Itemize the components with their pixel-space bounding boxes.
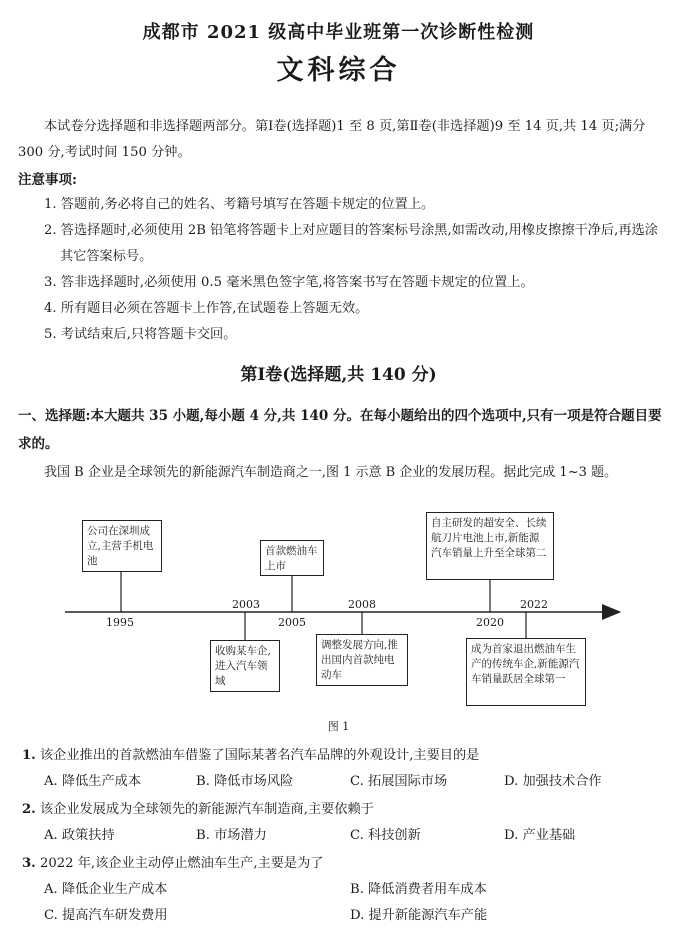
q1-option-b[interactable]: B. 降低市场风险 — [196, 774, 294, 789]
subject-title: 文科综合 — [276, 55, 401, 86]
question-number: 1. — [22, 748, 36, 763]
notice-heading: 注意事项: — [18, 172, 77, 188]
question-number: 3. — [22, 856, 36, 871]
q3-option-c[interactable]: C. 提高汽车研发费用 — [44, 908, 168, 923]
event-box-2008: 调整发展方向,推出国内首款纯电动车 — [316, 634, 408, 686]
year-label-2008: 2008 — [348, 598, 376, 611]
question-1-stem — [22, 744, 479, 763]
exam-title: 成都市 2021 级高中毕业班第一次诊断性检测 — [142, 22, 535, 43]
event-box-2020: 自主研发的超安全、长续航刀片电池上市,新能源汽车销量上升至全球第二 — [426, 512, 554, 580]
event-box-2022: 成为首家退出燃油车生产的传统车企,新能源汽车销量跃居全球第一 — [466, 638, 586, 706]
question-2-stem — [22, 798, 374, 817]
notice-item-5: 5. 考试结束后,只将答题卡交回。 — [44, 327, 237, 342]
question-text: 该企业推出的首款燃油车借鉴了国际某著名汽车品牌的外观设计,主要目的是 — [39, 748, 480, 763]
year-label-2003: 2003 — [232, 598, 260, 611]
notice-item-3: 3. 答非选择题时,必须使用 0.5 毫米黑色签字笔,将答案书写在答题卡规定的位置上。 — [44, 275, 534, 290]
q2-option-c[interactable]: C. 科技创新 — [350, 828, 421, 843]
exam-intro: 本试卷分选择题和非选择题两部分。第Ⅰ卷(选择题)1 至 8 页,第Ⅱ卷(非选择题)9 至 14 页,共 14 页;满分 300 分,考试时间 150 分钟。 — [18, 119, 646, 160]
figure-caption: 图 1 — [327, 720, 350, 733]
question-material: 我国 B 企业是全球领先的新能源汽车制造商之一,图 1 示意 B 企业的发展历程。据此完成 1~3 题。 — [44, 465, 618, 480]
q1-option-d[interactable]: D. 加强技术合作 — [504, 774, 602, 789]
year-label-2020: 2020 — [476, 616, 504, 629]
q2-option-d[interactable]: D. 产业基础 — [504, 828, 576, 843]
q1-option-c[interactable]: C. 拓展国际市场 — [350, 774, 448, 789]
year-label-2005: 2005 — [278, 616, 306, 629]
question-3-stem — [22, 852, 324, 871]
section-instruction: 一、选择题:本大题共 35 小题,每小题 4 分,共 140 分。在每小题给出的四个选项中,只有一项是符合题目要求的。 — [18, 408, 662, 452]
year-label-1995: 1995 — [106, 616, 134, 629]
event-box-2003: 收购某车企,进入汽车领域 — [210, 640, 280, 692]
q2-option-a[interactable]: A. 政策扶持 — [44, 828, 115, 843]
q3-option-b[interactable]: B. 降低消费者用车成本 — [350, 882, 487, 897]
question-text: 2022 年,该企业主动停止燃油车生产,主要是为了 — [39, 856, 324, 871]
q2-option-b[interactable]: B. 市场潜力 — [196, 828, 267, 843]
q1-option-a[interactable]: A. 降低生产成本 — [44, 774, 142, 789]
notice-item-2: 2. 答选择题时,必须使用 2B 铅笔将答题卡上对应题目的答案标号涂黑,如需改动,用橡皮擦擦干净后,再选涂其它答案标号。 — [44, 223, 658, 264]
question-number: 2. — [22, 802, 36, 817]
year-label-2022: 2022 — [520, 598, 548, 611]
event-box-1995: 公司在深圳成立,主营手机电池 — [82, 520, 162, 572]
notice-item-4: 4. 所有题目必须在答题卡上作答,在试题卷上答题无效。 — [44, 301, 369, 316]
question-text: 该企业发展成为全球领先的新能源汽车制造商,主要依赖于 — [39, 802, 374, 817]
q3-option-a[interactable]: A. 降低企业生产成本 — [44, 882, 168, 897]
notice-item-1: 1. 答题前,务必将自己的姓名、考籍号填写在答题卡规定的位置上。 — [44, 197, 435, 212]
q3-option-d[interactable]: D. 提升新能源汽车产能 — [350, 908, 488, 923]
event-box-2005: 首款燃油车上市 — [260, 540, 324, 576]
section-title: 第Ⅰ卷(选择题,共 140 分) — [240, 365, 437, 385]
